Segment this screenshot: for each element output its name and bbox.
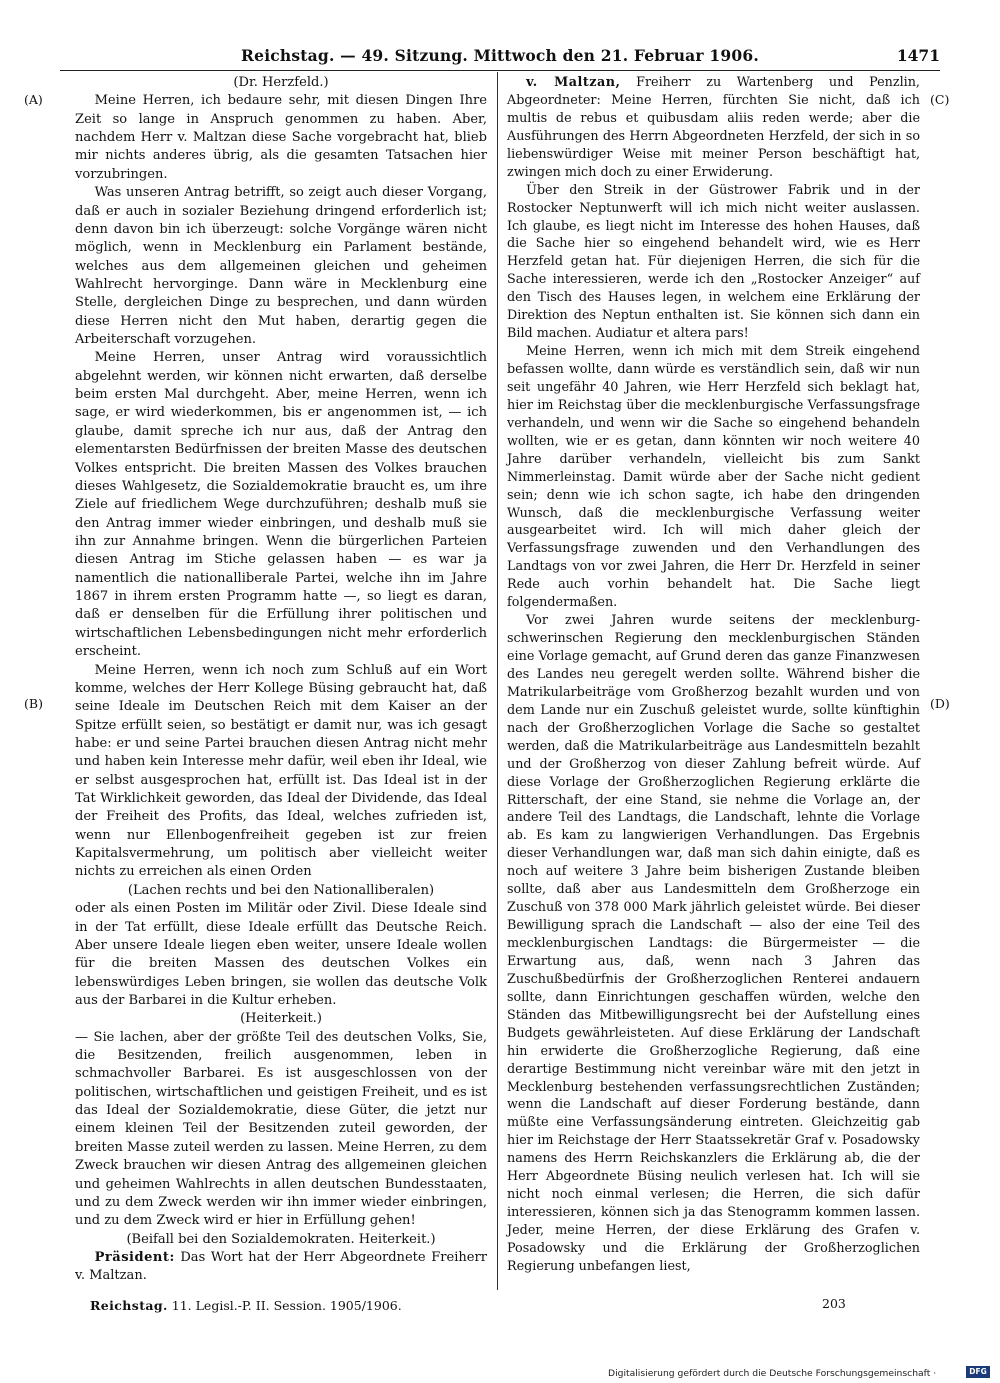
body-paragraph: — Sie lachen, aber der größte Teil des deutschen Volks, Sie, die Besitzenden, freilich ausgenommen, leben in schmachvoller Barbarei. Es ist ausgeschlossen von der politischen, wirtschaftlichen und geistigen Freiheit, und es ist das Ideal der Sozialdemokratie, diese Güter, die jetzt nur einem kleinen Teil der Besitzenden zuteil geworden, der breiten Masse zuteil werden zu lassen. Meine Herren, zu dem Zweck brauchen wir diesen Antrag des allgemeinen gleichen und geheimen Wahlrechts in allen deutschen Bundesstaaten, und zu dem Zweck werden wir ihn immer wieder einbringen, und zu dem Zweck wird er hier in Erfüllung gehen!: [75, 1029, 487, 1229]
dfg-logo: DFG: [966, 1366, 990, 1378]
column-divider: [497, 72, 498, 1290]
body-paragraph: Meine Herren, wenn ich mich mit dem Streik eingehend befassen wollte, dann würde es verständlich sein, daß wir nun seit ungefähr 40 Jahren, wie Herr Herzfeld sich beklagt hat, hier im Reichstag über die mecklenburgische Verfassungsfrage verhandeln, und wenn wir die Sache so eingehend behandeln wollten, wie er es getan, dann könnten wir noch weitere 40 Jahre darüber verhandeln, vielleicht bis zum Sankt Nimmerleinstag. Damit würde aber der Sache nicht gedient sein; denn wie ich schon sagte, ich habe den dringenden Wunsch, daß die mecklenburgische Verfassung weiter ausgearbeitet wird. Ich will mich daher gleich der Verfassungsfrage zuwenden und den Verhandlungen des Landtags von vor zwei Jahren, die Herr Dr. Herzfeld in seiner Rede auch vorhin behandelt hat. Die Sache liegt folgendermaßen.: [507, 344, 920, 611]
header-rule: [60, 70, 940, 71]
body-paragraph: Was unseren Antrag betrifft, so zeigt auch dieser Vorgang, daß er auch in sozialer Beziehung dringend erforderlich ist; denn davon bin ich überzeugt: solche Vorgänge wären nicht möglich, wenn in Mecklenburg ein Parlament bestände, welches aus dem allgemeinen gleichen und geheimen Wahlrecht hervorginge. Dann wäre in Mecklenburg eine Stelle, dergleichen Dinge zu besprechen, und dann würden diese Herren nicht den Mut haben, derartig gegen die Arbeiterschaft vorzugehen.: [75, 185, 487, 348]
footer-session-rest: 11. Legisl.-P. II. Session. 1905/1906.: [167, 1298, 402, 1313]
footer-sheet-number: 203: [822, 1296, 846, 1311]
speech-text: Das Wort hat der Herr Abgeordnete Freiherr v. Maltzan.: [75, 1250, 487, 1284]
body-paragraph: Meine Herren, ich bedaure sehr, mit diesen Dingen Ihre Zeit so lange in Anspruch genommen zu haben. Aber, nachdem Herr v. Maltzan diese Sache vorgebracht hat, blieb mir nichts anderes übrig, als die gesamten Tatsachen hier vorzubringen.: [75, 93, 487, 182]
body-paragraph: Vor zwei Jahren wurde seitens der mecklenburg-schwerinschen Regierung den mecklenburgischen Ständen eine Vorlage gemacht, auf Grund deren das ganze Finanzwesen des Landes neu geregelt werden sollte. Während bisher die Matrikularbeiträge vom Großherzog bezahlt wurden und von dem Lande nur ein Zuschuß geleistet wurde, sollte künftighin nach der Großherzoglichen Vorlage die Sache so gestaltet werden, daß die Matrikularbeiträge aus Landesmitteln bezahlt und der Großherzog von dieser Zahlung befreit würde. Auf diese Vorlage der Großherzoglichen Regierung erklärte die Ritterschaft, der eine Stand, sie nehme die Vorlage an, der andere Teil des Landtags, die Landschaft, lehnte die Vorlage ab. Es kam zu langwierigen Verhandlungen. Das Ergebnis dieser Verhandlungen war, daß man sich dahin einigte, daß es noch auf weitere 3 Jahre beim bisherigen Zustande bleiben sollte, daß aber aus Landesmitteln dem Großherzoge ein Zuschuß von 378 000 Mark jährlich geleistet würde. Bei dieser Bewilligung sprach die Landschaft — also der eine Teil des mecklenburgischen Landtags: die Bürgermeister — die Erwartung aus, daß, wenn nach 3 Jahren das Zuschußbedürfnis der Großherzoglichen Renterei andauern sollte, dann Einrichtungen geschaffen würden, welche den Ständen das Mitbewilligungsrecht bei der Aufstellung eines Budgets gewährleisteten. Auf diese Erklärung der Landschaft hin erwiderte die Großherzogliche Regierung, daß eine derartige Bestimmung nicht vereinbar wäre mit den jetzt in Mecklenburg bestehenden verfassungsrechtlichen Zuständen; wenn die Landschaft auf dieser Forderung bestände, dann müßte eine Verfassungsänderung eintreten. Gleichzeitig gab hier im Reichstage der Herr Staatssekretär Graf v. Posadowsky namens des Herrn Reichskanzlers die Erklärung ab, die der Herr Abgeordnete Büsing neulich verlesen hat. Ich will sie nicht noch einmal verlesen; die Herren, die sich dafür interessieren, können sich ja das Stenogramm kommen lassen. Jeder, meine Herren, der diese Erklärung des Grafen v. Posadowsky und die Erklärung der Großherzoglichen Regierung unbefangen liest,: [507, 613, 920, 1274]
speaker-paragraph: [75, 1249, 487, 1286]
stage-direction: (Heiterkeit.): [240, 1011, 322, 1027]
body-paragraph: Meine Herren, wenn ich noch zum Schluß auf ein Wort komme, welches der Herr Kollege Büsing gebraucht hat, daß seine Ideale im Deutschen Reich mit dem Kaiser an der Spitze erfüllt seien, so bestätigt er damit nur, was ich gesagt habe: er und seine Partei brauchen diesen Antrag nicht mehr und haben kein Interesse mehr dafür, weil eben ihr Ideal, wie er selbst ausgesprochen hat, erfüllt ist. Das Ideal ist in der Tat Wirklichkeit geworden, das Ideal der Dividende, das Ideal der Freiheit des Profits, das Ideal, welches zufrieden ist, wenn nur Ellenbogenfreiheit gegeben ist zur freien Kapitalsvermehrung, um politisch aber vielleicht weiter nichts zu erreichen als einen Orden: [75, 662, 487, 880]
body-paragraph: Über den Streik in der Güstrower Fabrik und in der Rostocker Neptunwerft will ich mich nicht weiter auslassen. Ich glaube, es liegt nicht im Interesse des hohen Hauses, daß die Sache hier so eingehend behandelt wird, wie es Herr Herzfeld getan hat. Für diejenigen Herren, die sich für die Sache interessieren, werde ich den „Rostocker Anzeiger“ auf den Tisch des Hauses legen, in welchem eine Erklärung der Direktion des Neptun enthalten ist. Sie können sich dann ein Bild machen. Audiatur et altera pars!: [507, 182, 920, 342]
margin-mark-b: (B): [24, 696, 43, 711]
speaker-paragraph: [507, 74, 920, 182]
page-header: [60, 44, 940, 70]
footer-session: [90, 1298, 402, 1313]
speech-text: Freiherr zu Wartenberg und Penzlin, Abgeordneter: Meine Herren, fürchten Sie nicht, daß ich multis de rebus et quibusdam aliis reden werde; aber die Ausführungen des Herrn Abgeordneten Herzfeld, der sich in so liebenswürdiger Weise mit meiner Person beschäftigt hat, zwingen mich doch zu einer Erwiderung.: [507, 75, 920, 180]
margin-mark-c: (C): [930, 92, 950, 107]
speaker-name: Präsident:: [94, 1250, 175, 1265]
left-column: [75, 74, 487, 1286]
body-paragraph: Meine Herren, unser Antrag wird voraussichtlich abgelehnt werden, wir können nicht erwarten, daß derselbe beim ersten Mal durchgeht. Aber, meine Herren, wenn ich sage, er wird wiederkommen, bis er angenommen ist, — ich glaube, damit spreche ich nur aus, daß der Antrag den elementarsten Bedürfnissen der breiten Masse des deutschen Volkes entspricht. Die breiten Massen des Volkes brauchen dieses Wahlgesetz, die Sozialdemokratie braucht es, um ihre Ziele auf friedlichem Wege durchzuführen; deshalb muß sie den Antrag immer wieder einbringen, und deshalb muß sie ihn zur Annahme bringen. Wenn die bürgerlichen Parteien diesen Antrag im Stiche gelassen haben — es war ja namentlich die nationalliberale Partei, welche ihn im Jahre 1867 in ihrem ersten Programm hatte —, so liegt es daran, daß er denselben für die Erfüllung ihrer politischen und wirtschaftlichen Lebensbedingungen nicht mehr erforderlich erscheint.: [75, 350, 487, 660]
running-title: Reichstag. — 49. Sitzung. Mittwoch den 21. Februar 1906.: [241, 46, 759, 65]
right-column: [507, 74, 920, 1276]
body-paragraph: oder als einen Posten im Militär oder Zivil. Diese Ideale sind in der Tat erfüllt, diese Ideale erfüllt das Deutsche Reich. Aber unsere Ideale liegen eben weiter, unsere Ideale wollen für die breiten Massen des deutschen Volkes ein lebenswürdiges Leben bringen, sie wollen das deutsche Volk aus der Barbarei in die Kultur erheben.: [75, 901, 487, 1008]
margin-mark-d: (D): [930, 696, 950, 711]
stage-direction: (Dr. Herzfeld.): [233, 75, 329, 90]
digitization-credit: Digitalisierung gefördert durch die Deutsche Forschungsgemeinschaft ·: [608, 1368, 937, 1379]
margin-mark-a: (A): [24, 92, 43, 107]
stage-direction: (Lachen rechts und bei den Nationalliberalen): [127, 882, 435, 898]
stage-direction: (Beifall bei den Sozialdemokraten. Heiterkeit.): [126, 1231, 436, 1247]
page-number: 1471: [896, 46, 940, 65]
speaker-name: v. Maltzan,: [526, 75, 621, 90]
footer-session-bold: Reichstag.: [90, 1298, 168, 1313]
